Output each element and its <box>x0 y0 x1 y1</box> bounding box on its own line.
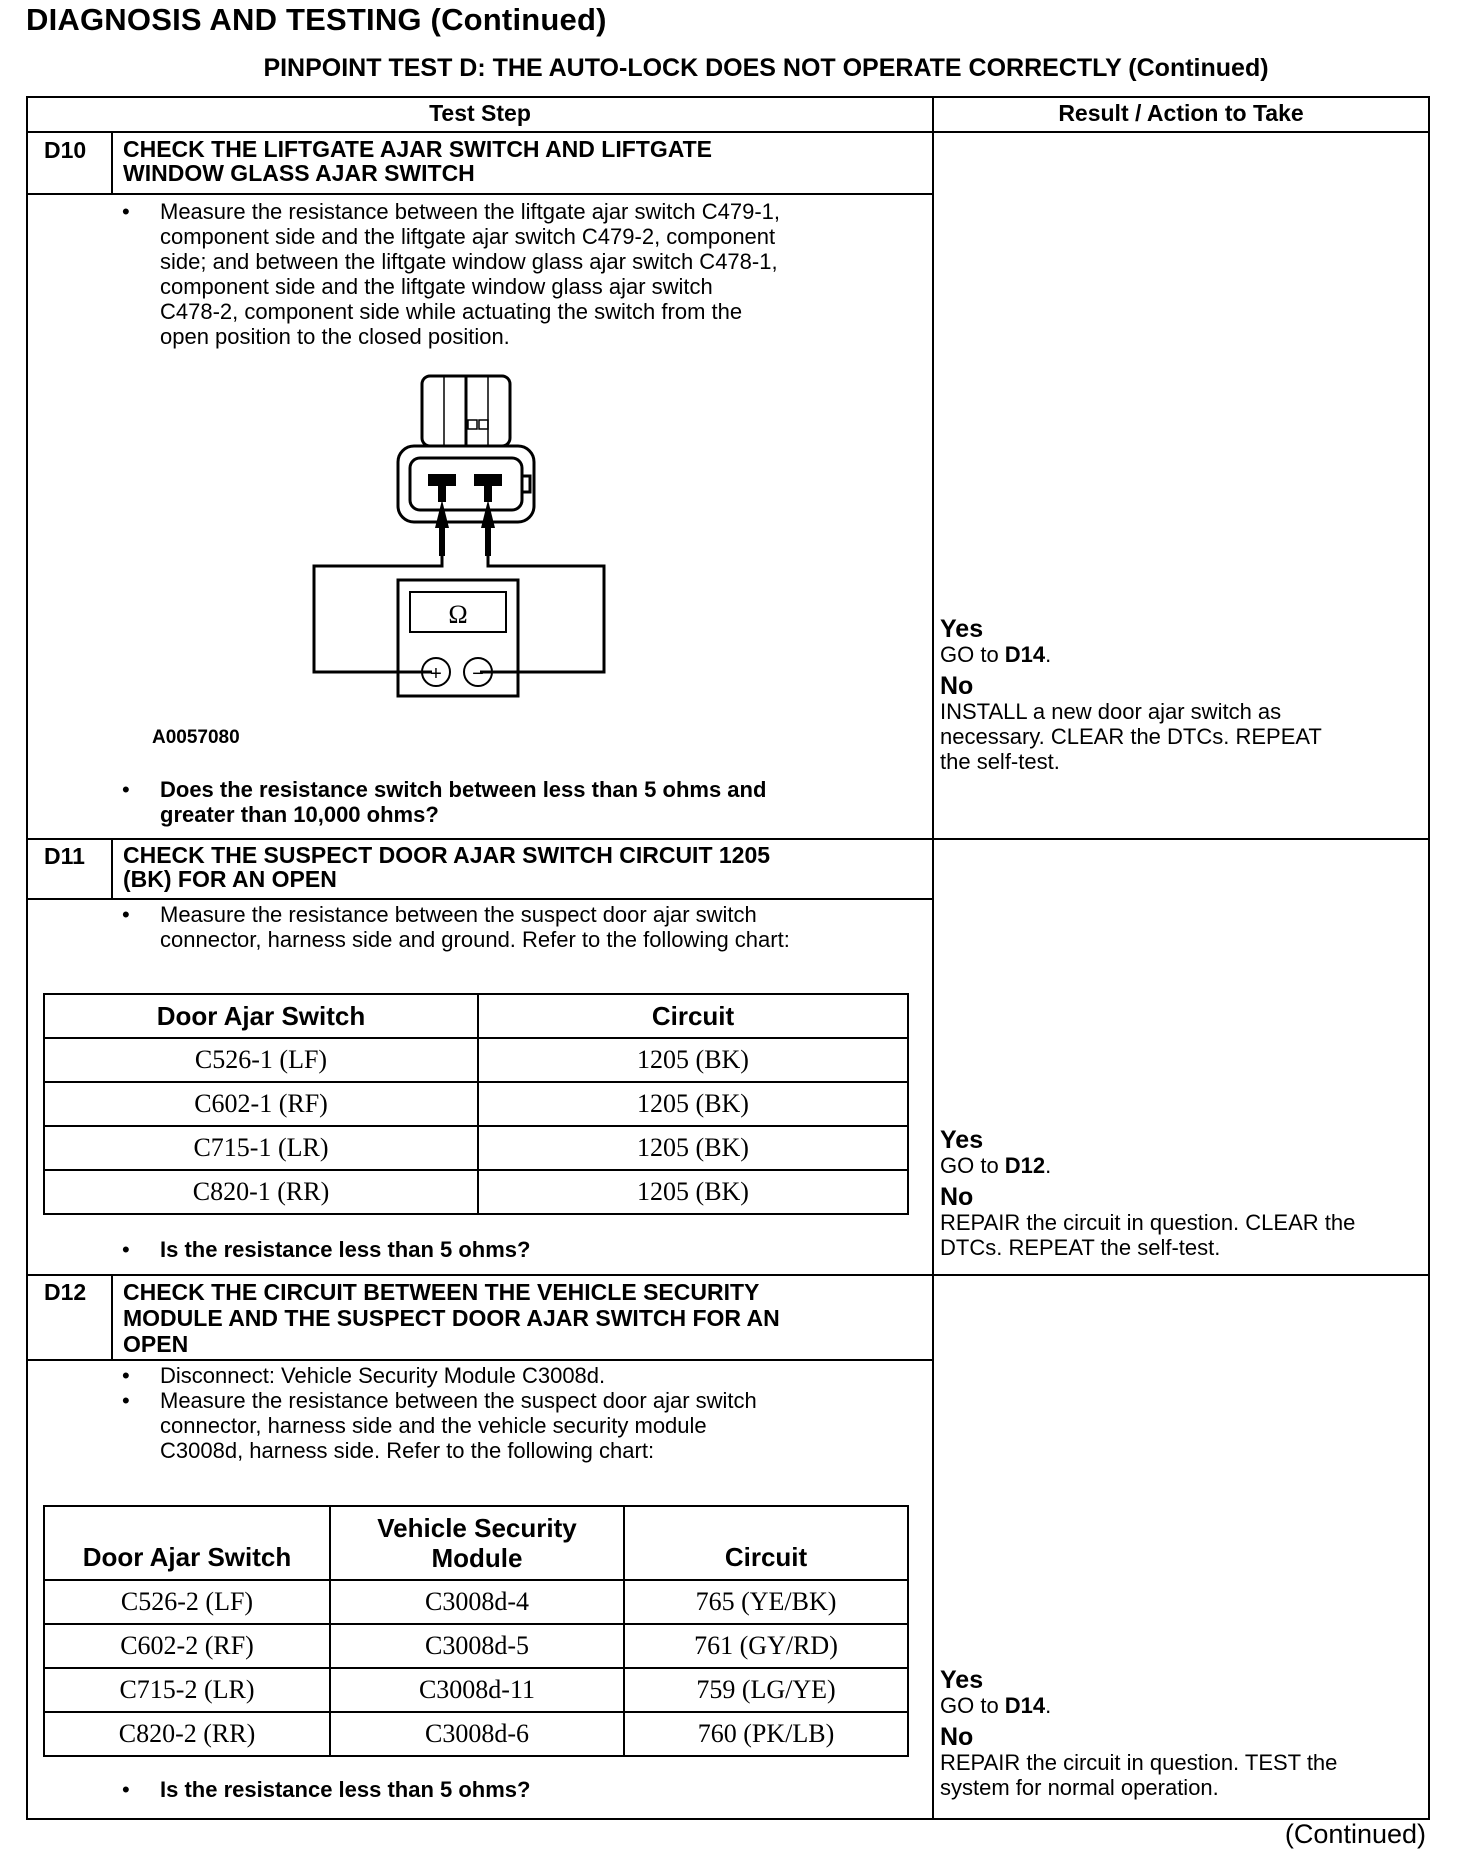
step-question <box>160 777 766 827</box>
step-result <box>940 616 1322 774</box>
table-cell: 1205 (BK) <box>478 1082 908 1126</box>
table-cell: C3008d-6 <box>330 1712 624 1756</box>
table-cell: C526-2 (LF) <box>44 1580 330 1624</box>
yes-action <box>940 1153 1355 1178</box>
no-action-line: the self-test. <box>940 749 1060 774</box>
step-result <box>940 1667 1337 1800</box>
no-action-line: REPAIR the circuit in question. CLEAR the <box>940 1210 1356 1235</box>
table-cell: 761 (GY/RD) <box>624 1624 908 1668</box>
table-cell: 1205 (BK) <box>478 1170 908 1214</box>
yes-action <box>940 1693 1337 1718</box>
step-title-line: CHECK THE LIFTGATE AJAR SWITCH AND LIFTGATE <box>123 136 713 162</box>
door-ajar-circuit-chart <box>43 993 909 1215</box>
step-instruction <box>160 1388 757 1463</box>
instruction-line: Measure the resistance between the liftgate ajar switch C479-1, <box>160 199 780 224</box>
yes-action-text: GO to <box>940 1153 1005 1178</box>
no-action-line: system for normal operation. <box>940 1775 1219 1800</box>
table-cell: C3008d-4 <box>330 1580 624 1624</box>
no-action-line: DTCs. REPEAT the self-test. <box>940 1235 1221 1260</box>
yes-action-text: GO to <box>940 642 1005 667</box>
table-cell: C715-1 (LR) <box>44 1126 478 1170</box>
minus-terminal: − <box>472 663 484 685</box>
header-result: Result / Action to Take <box>1058 100 1304 126</box>
no-label: No <box>940 672 974 700</box>
instruction-line: C478-2, component side while actuating the switch from the <box>160 299 743 324</box>
bullet: • <box>122 1777 130 1802</box>
no-label: No <box>940 1183 974 1211</box>
step-id: D11 <box>44 843 85 869</box>
table-row <box>44 1170 908 1214</box>
instruction-line: Measure the resistance between the suspect door ajar switch <box>160 1388 757 1413</box>
page-title: DIAGNOSIS AND TESTING (Continued) <box>26 2 607 37</box>
chart-header: Door Ajar Switch <box>44 994 478 1038</box>
table-cell: 760 (PK/LB) <box>624 1712 908 1756</box>
table-cell: 759 (LG/YE) <box>624 1668 908 1712</box>
step-title-line: OPEN <box>123 1331 189 1357</box>
step-title <box>123 1279 780 1357</box>
yes-label: Yes <box>940 1126 984 1154</box>
instruction-line: connector, harness side and the vehicle security module <box>160 1413 707 1438</box>
goto-step-link[interactable]: D14 <box>1004 642 1046 667</box>
table-cell: C526-1 (LF) <box>44 1038 478 1082</box>
table-row <box>44 1126 908 1170</box>
no-action-line: REPAIR the circuit in question. TEST the <box>940 1750 1338 1775</box>
table-row <box>44 1038 908 1082</box>
step-title-line: MODULE AND THE SUSPECT DOOR AJAR SWITCH FOR AN <box>123 1305 780 1331</box>
bullet: • <box>122 1237 130 1262</box>
bullet: • <box>122 199 130 224</box>
table-cell: C715-2 (LR) <box>44 1668 330 1712</box>
step-title <box>123 843 770 891</box>
chart-header-line: Vehicle Security <box>377 1513 577 1543</box>
step-question: Is the resistance less than 5 ohms? <box>160 1777 531 1802</box>
table-cell: C3008d-5 <box>330 1624 624 1668</box>
chart-header: Door Ajar Switch <box>44 1506 330 1580</box>
instruction-line: C3008d, harness side. Refer to the following chart: <box>160 1438 655 1463</box>
bullet: • <box>122 777 130 802</box>
table-row <box>44 1624 908 1668</box>
yes-action <box>940 642 1322 667</box>
no-action-line: INSTALL a new door ajar switch as <box>940 699 1282 724</box>
step-id: D10 <box>44 137 87 163</box>
chart-header-line: Module <box>431 1543 523 1573</box>
step-instruction <box>160 199 780 349</box>
step-instruction: Disconnect: Vehicle Security Module C3008d. <box>160 1363 606 1388</box>
ohmmeter-connector-diagram <box>300 370 620 710</box>
door-ajar-module-circuit-chart <box>43 1505 909 1757</box>
step-id: D12 <box>44 1279 87 1305</box>
figure-id: A0057080 <box>152 727 240 748</box>
step-result <box>940 1127 1355 1260</box>
table-row <box>44 1082 908 1126</box>
header-test-step: Test Step <box>429 100 531 126</box>
yes-label: Yes <box>940 1666 984 1694</box>
table-cell: C820-2 (RR) <box>44 1712 330 1756</box>
chart-header <box>330 1506 624 1580</box>
question-line: greater than 10,000 ohms? <box>160 802 439 827</box>
step-title-line: CHECK THE CIRCUIT BETWEEN THE VEHICLE SECURITY <box>123 1279 760 1305</box>
instruction-line: connector, harness side and ground. Refer to the following chart: <box>160 927 790 952</box>
table-row <box>44 1580 908 1624</box>
continued-label: (Continued) <box>1284 1819 1426 1849</box>
step-instruction <box>160 902 790 952</box>
step-title-line: WINDOW GLASS AJAR SWITCH <box>123 160 475 186</box>
no-label: No <box>940 1723 974 1751</box>
table-cell: 1205 (BK) <box>478 1126 908 1170</box>
bullet: • <box>122 1363 130 1388</box>
bullet: • <box>122 902 130 927</box>
step-question: Is the resistance less than 5 ohms? <box>160 1237 531 1262</box>
step-title-line: CHECK THE SUSPECT DOOR AJAR SWITCH CIRCUIT 1205 <box>123 842 771 868</box>
yes-action-suffix: . <box>1045 1693 1052 1718</box>
step-title <box>123 137 712 185</box>
table-cell: C602-2 (RF) <box>44 1624 330 1668</box>
table-cell: 1205 (BK) <box>478 1038 908 1082</box>
yes-action-text: GO to <box>940 1693 1005 1718</box>
goto-step-link[interactable]: D12 <box>1004 1153 1046 1178</box>
ohm-symbol: Ω <box>448 600 468 629</box>
instruction-line: open position to the closed position. <box>160 324 510 349</box>
instruction-line: side; and between the liftgate window glass ajar switch C478-1, <box>160 249 778 274</box>
pinpoint-test-title: PINPOINT TEST D: THE AUTO-LOCK DOES NOT OPERATE CORRECTLY (Continued) <box>263 54 1269 82</box>
table-cell: C820-1 (RR) <box>44 1170 478 1214</box>
table-row <box>44 1668 908 1712</box>
yes-action-suffix: . <box>1045 1153 1052 1178</box>
instruction-line: component side and the liftgate window glass ajar switch <box>160 274 713 299</box>
table-cell: C3008d-11 <box>330 1668 624 1712</box>
table-row <box>44 1712 908 1756</box>
instruction-line: Measure the resistance between the suspect door ajar switch <box>160 902 757 927</box>
table-cell: C602-1 (RF) <box>44 1082 478 1126</box>
chart-header: Circuit <box>624 1506 908 1580</box>
instruction-line: component side and the liftgate ajar switch C479-2, component <box>160 224 776 249</box>
no-action-line: necessary. CLEAR the DTCs. REPEAT <box>940 724 1322 749</box>
question-line: Does the resistance switch between less than 5 ohms and <box>160 777 767 802</box>
bullet: • <box>122 1388 130 1413</box>
chart-header: Circuit <box>478 994 908 1038</box>
yes-label: Yes <box>940 615 984 643</box>
goto-step-link[interactable]: D14 <box>1004 1693 1046 1718</box>
table-cell: 765 (YE/BK) <box>624 1580 908 1624</box>
step-title-line: (BK) FOR AN OPEN <box>123 866 337 892</box>
plus-terminal: + <box>430 663 442 685</box>
yes-action-suffix: . <box>1045 642 1052 667</box>
